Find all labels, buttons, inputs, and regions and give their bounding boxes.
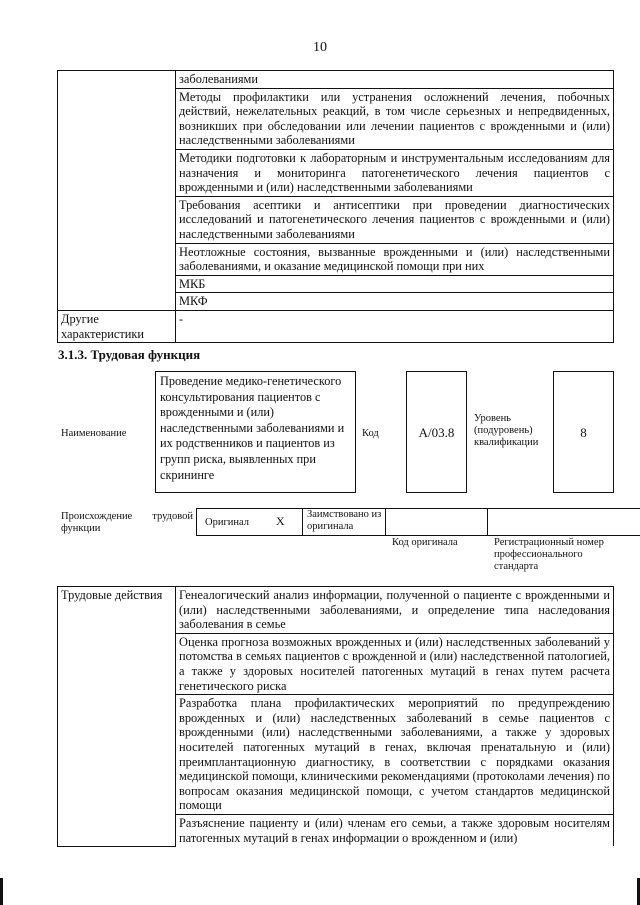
origin-label-word2: трудовой — [152, 511, 193, 522]
labor-actions-label: Трудовые действия — [58, 587, 176, 847]
reg-number-label: Регистрационный номер профессионального стандарта — [494, 537, 604, 572]
level-label: Уровень (подуровень) квалификации — [474, 413, 539, 448]
origin-row — [196, 508, 640, 536]
table-cell: Методы профилактики или устранения осложнений лечения, побочных действий, нежелательных реакций, в том числе серьезных и непредвиденных, возникших при обследовании или лечении пациентов с врожденными и (или) наследственными заболеваниями — [176, 88, 614, 149]
scan-edge-mark — [0, 878, 3, 905]
original-label: Оригинал — [205, 517, 249, 528]
page-number: 10 — [313, 40, 327, 55]
other-characteristics-label: Другие характеристики — [58, 310, 176, 342]
table-row — [58, 310, 614, 342]
original-mark: X — [276, 514, 285, 528]
table-cell: Методики подготовки к лабораторным и инструментальным исследованиям для назначения и мониторинга патогенетического лечения пациентов с врожденными и (или) наследственными заболеваниями — [176, 149, 614, 196]
labor-actions-table — [57, 586, 614, 847]
other-characteristics-value: - — [176, 310, 614, 342]
table-cell: Разъяснение пациенту и (или) членам его семьи, а также здоровым носителям патогенных мутаций в генах информации о врожденном и (или) — [176, 814, 614, 846]
borrowed-label: Заимствовано из оригинала — [307, 509, 382, 532]
table-cell: Оценка прогноза возможных врожденных и (или) наследственных заболеваний у потомства в семьях пациентов с врожденной и (или) наследственной патологией, а также у здоровых носителей патогенных мутаций в генах путем расчета генетического риска — [176, 633, 614, 694]
table-cell: Неотложные состояния, вызванные врожденными и (или) наследственными заболеваниями, и оказание медицинской помощи при них — [176, 243, 614, 275]
table-cell: Разработка плана профилактических мероприятий по предупреждению врожденных и (или) наследственных заболеваний в семье пациентов с врожденными (или) наследственными заболеваниями, а также у здоровых носителей патогенных мутаций в генах, включая пренатальную и (или) преимплантационную диагностику, в соответствии с порядками оказания медицинской помощи, клиническими рекомендациями (протоколами лечения) по вопросам оказания медицинской помощи, с учетом стандартов медицинской помощи — [176, 695, 614, 815]
origin-divider — [487, 508, 488, 536]
name-label: Наименование — [61, 428, 127, 439]
table-row — [58, 71, 614, 89]
table-cell: Требования асептики и антисептики при проведении диагностических исследований и патогенетического лечения пациентов с врожденными и (или) наследственными заболеваниями — [176, 196, 614, 243]
empty-left-cell — [58, 71, 176, 311]
knowledge-table — [57, 70, 614, 343]
code-value-box: A/03.8 — [406, 371, 467, 493]
code-label: Код — [362, 428, 379, 439]
function-name-box: Проведение медико-генетического консультирования пациентов с врожденными и (или) наследственными заболеваниями и их родственников и пациентов из групп риска, выявленных при скрининге — [155, 371, 356, 493]
origin-divider — [302, 508, 303, 536]
section-title: 3.1.3. Трудовая функция — [58, 347, 201, 362]
origin-label-word1: Происхождение — [61, 511, 133, 522]
original-code-label: Код оригинала — [392, 537, 458, 548]
level-value-box: 8 — [553, 371, 614, 493]
table-cell: МКФ — [176, 293, 614, 311]
origin-divider — [385, 508, 386, 536]
table-row — [58, 587, 614, 634]
table-cell: заболеваниями — [176, 71, 614, 89]
origin-label-word3: функции — [61, 523, 101, 534]
origin-label — [61, 511, 193, 535]
table-cell: Генеалогический анализ информации, полученной о пациенте с врожденными и (или) наследственными заболеваниями, и определение типа наследования заболевания в семье — [176, 587, 614, 634]
table-cell: МКБ — [176, 275, 614, 293]
